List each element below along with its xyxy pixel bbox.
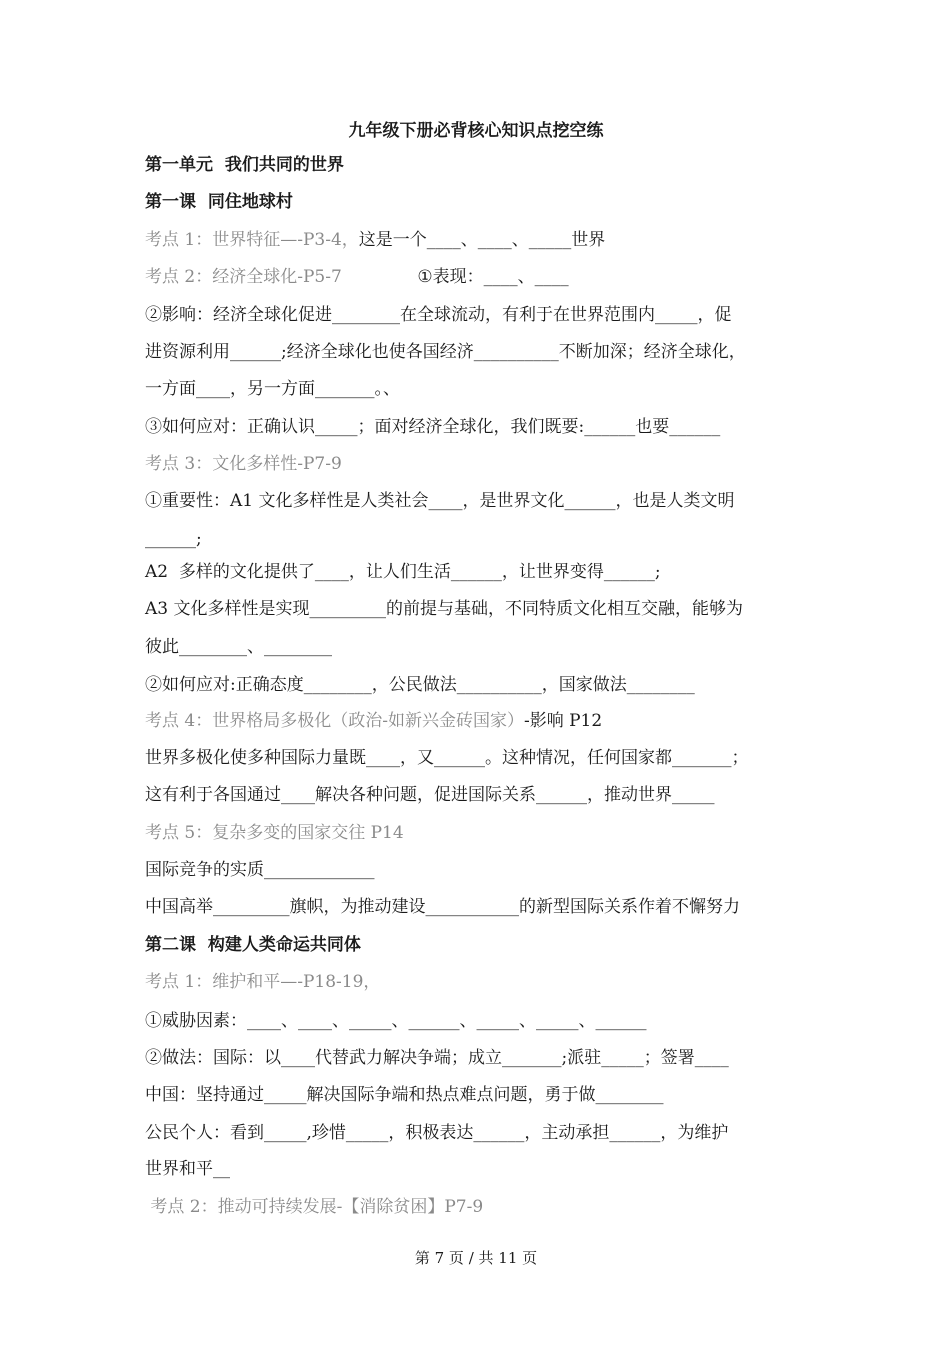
line-text: 进资源利用______;经济全球化也使各国经济__________不断加深；经济全球化， <box>145 342 746 362</box>
line-text: 这是一个____、____、_____世界 <box>358 230 606 250</box>
text-line <box>145 895 740 919</box>
text-line <box>145 970 380 994</box>
line-text: ②做法：国际：以____代替武力解决争端；成立_______;派驻_____；签署____ <box>145 1048 729 1068</box>
page-footer: 第 7 页 / 共 11 页 <box>414 1249 538 1267</box>
exam-point-label: 考点 1：世界特征—-P3-4， <box>145 230 359 250</box>
line-text: 国际竞争的实质_____________ <box>145 860 375 880</box>
text-line <box>145 709 602 733</box>
text-line <box>145 1195 483 1219</box>
text-line <box>145 1009 647 1033</box>
text-line <box>145 858 375 882</box>
exam-point-label: 考点 3：文化多样性-P7-9 <box>145 454 342 474</box>
line-text: A3 文化多样性是实现_________的前提与基础，不同特质文化相互交融，能够为 <box>145 599 743 619</box>
text-line <box>145 933 361 957</box>
line-text: A2 多样的文化提供了____，让人们生活______，让世界变得______; <box>145 562 661 582</box>
line-text: 公民个人：看到_____,珍惜_____，积极表达______，主动承担______，为维护 <box>145 1123 729 1143</box>
line-text: 世界和平__ <box>145 1159 230 1179</box>
section-heading: 第一单元 我们共同的世界 <box>145 155 344 175</box>
text-line <box>145 673 695 697</box>
line-text: ①重要性：A1 文化多样性是人类社会____，是世界文化______，也是人类文明 <box>145 491 735 511</box>
section-heading: 第二课 构建人类命运共同体 <box>145 935 361 955</box>
exam-point-label: 考点 5：复杂多变的国家交往 P14 <box>145 823 404 843</box>
exam-point-label: 考点 2：推动可持续发展-【消除贫困】P7-9 <box>145 1197 484 1217</box>
text-line <box>145 303 732 327</box>
text-line <box>145 153 344 177</box>
text-line <box>145 265 569 289</box>
text-line <box>145 452 342 476</box>
line-text: -影响 P12 <box>523 711 603 731</box>
line-text: ①威胁因素：____、____、_____、______、_____、_____、______ <box>145 1011 647 1031</box>
section-heading: 第一课 同住地球村 <box>145 192 293 212</box>
text-line <box>145 489 735 513</box>
line-text: 一方面____，另一方面_______。、 <box>145 379 400 399</box>
line-text: ②影响：经济全球化促进________在全球流动，有利于在世界范围内_____，促 <box>145 305 732 325</box>
exam-point-label: 考点 2：经济全球化-P5-7 <box>145 267 342 287</box>
line-text: 彼此________、________ <box>145 637 332 657</box>
text-line <box>145 415 720 439</box>
text-line <box>145 560 661 584</box>
text-line <box>145 635 332 659</box>
line-text: 中国：坚持通过_____解决国际争端和热点难点问题，勇于做________ <box>145 1085 664 1105</box>
line-text: ③如何应对：正确认识_____；面对经济全球化，我们既要:______也要______ <box>145 417 721 437</box>
document-title: 九年级下册必背核心知识点挖空练 <box>348 121 604 141</box>
line-text: ①表现：____、____ <box>341 267 569 287</box>
line-text: 这有利于各国通过____解决各种问题，促进国际关系______，推动世界_____ <box>145 785 715 805</box>
exam-point-label: 考点 4：世界格局多极化（政治-如新兴金砖国家） <box>145 711 524 731</box>
text-line <box>145 1121 728 1145</box>
line-text: 世界多极化使多种国际力量既____，又______。这种情况，任何国家都_______； <box>145 748 749 768</box>
line-text: 中国高举_________旗帜，为推动建设___________的新型国际关系作着不懈努力 <box>145 897 740 917</box>
text-line <box>145 340 746 364</box>
text-line <box>145 190 293 214</box>
text-line <box>145 228 605 252</box>
exam-point-label: 考点 1：维护和平—-P18-19， <box>145 972 381 992</box>
text-line <box>145 597 743 621</box>
text-line <box>145 377 400 401</box>
text-line <box>145 821 404 845</box>
text-line <box>145 1083 664 1107</box>
line-text: ______; <box>145 529 202 549</box>
text-line <box>145 783 715 807</box>
text-line <box>145 1046 729 1070</box>
text-line <box>145 527 202 551</box>
text-line <box>145 1157 230 1181</box>
text-line <box>145 746 749 770</box>
line-text: ②如何应对:正确态度________，公民做法__________，国家做法________ <box>145 675 695 695</box>
